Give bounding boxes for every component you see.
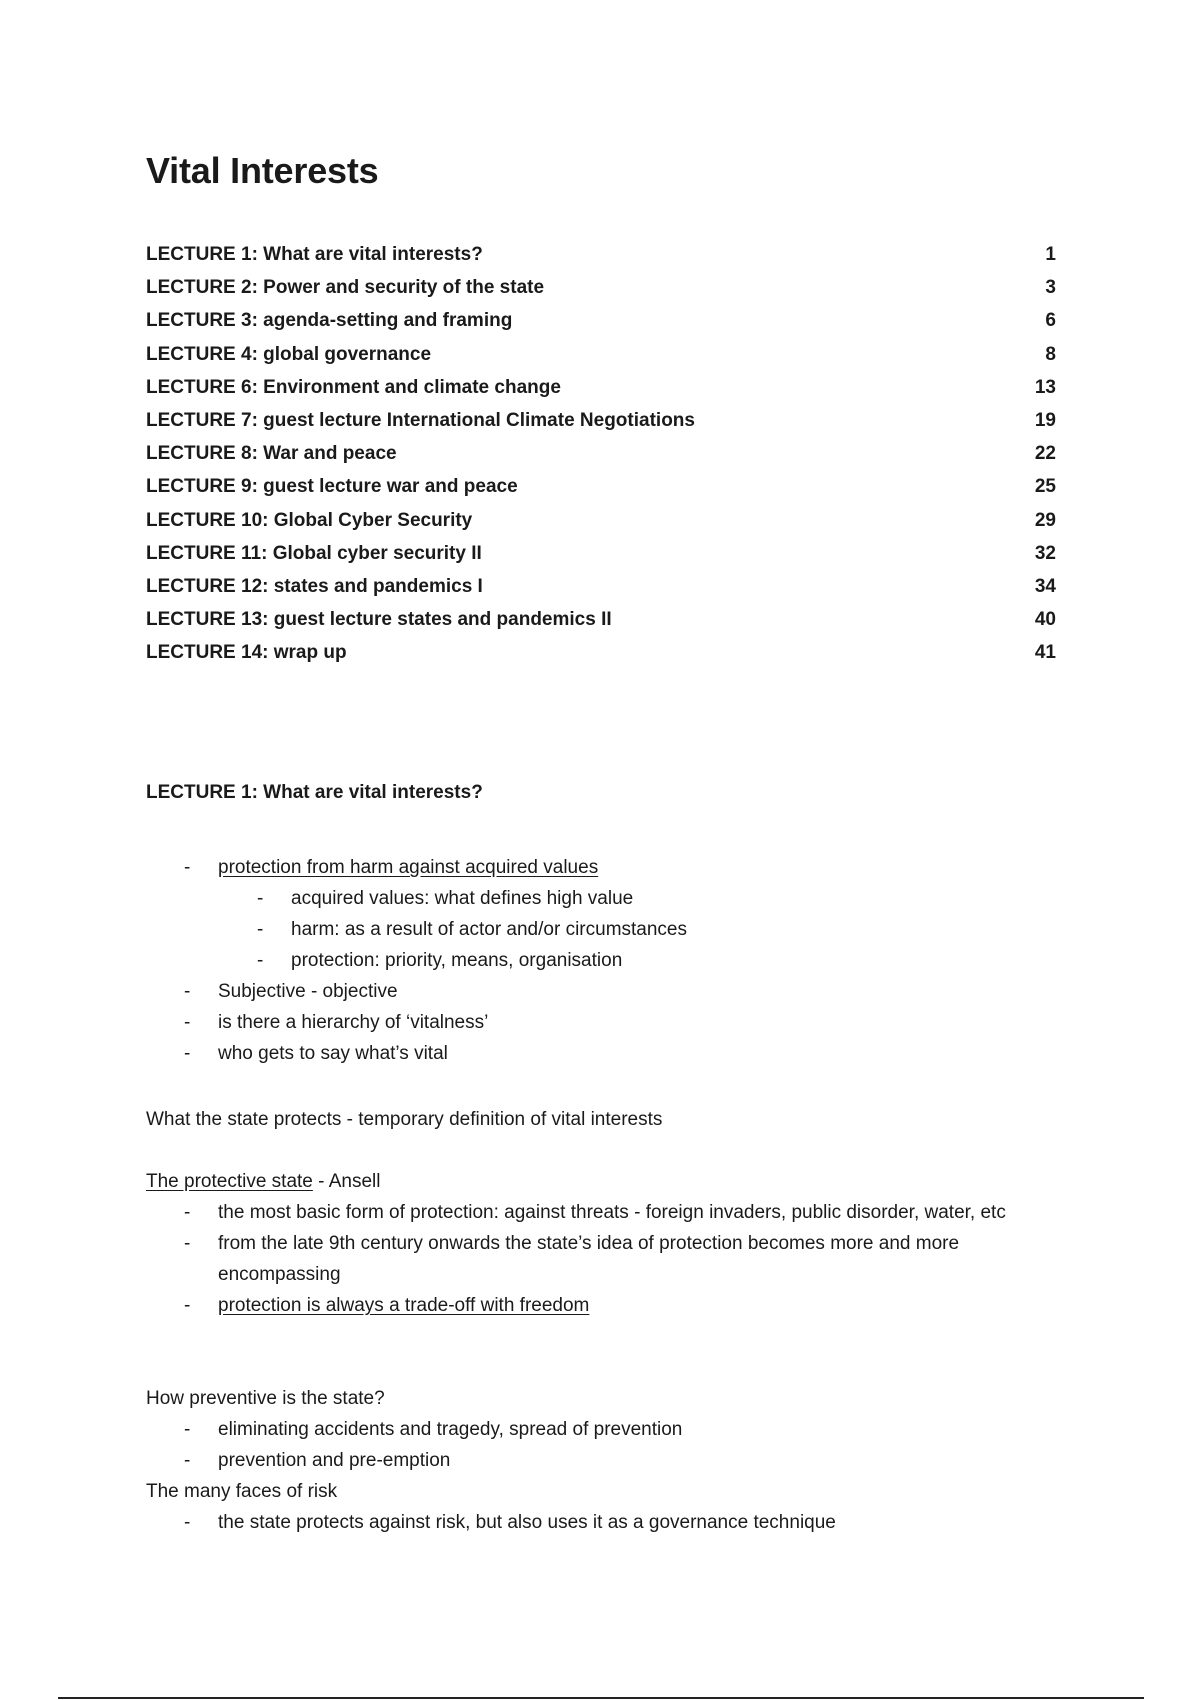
toc-entry[interactable] <box>146 609 1056 642</box>
bullet-dash: - <box>257 888 264 909</box>
list-item-text: is there a hierarchy of ‘vitalness’ <box>218 1012 489 1033</box>
protective-state-heading <box>146 1166 1066 1197</box>
toc-entry-label: LECTURE 4: global governance <box>146 343 432 365</box>
bullet-dash: - <box>184 857 191 878</box>
toc-entry-label: LECTURE 13: guest lecture states and pandemics II <box>146 609 612 631</box>
toc-page-number: 40 <box>1034 609 1056 631</box>
table-of-contents <box>146 244 1056 675</box>
vital-interests-list <box>146 852 1066 1069</box>
section-heading: LECTURE 1: What are vital interests? <box>146 782 483 803</box>
bullet-dash: - <box>184 1512 191 1533</box>
toc-page-number: 29 <box>1034 509 1056 531</box>
list-item-text: from the late 9th century onwards the state’s idea of protection becomes more and more encompassing <box>218 1233 960 1285</box>
sub-list-item <box>146 914 1066 945</box>
toc-entry[interactable] <box>146 543 1056 576</box>
document-title: Vital Interests <box>146 150 379 191</box>
toc-entry-label: LECTURE 1: What are vital interests? <box>146 244 483 265</box>
toc-entry-label: LECTURE 14: wrap up <box>146 642 347 664</box>
bullet-dash: - <box>257 919 264 940</box>
toc-entry[interactable] <box>146 277 1056 310</box>
list-item-text: protection is always a trade-off with freedom <box>218 1295 590 1316</box>
toc-entry[interactable] <box>146 377 1056 410</box>
toc-entry[interactable] <box>146 244 1056 277</box>
bullet-dash: - <box>184 981 191 1002</box>
risk-heading: The many faces of risk <box>146 1481 338 1502</box>
protective-state-title: The protective state <box>146 1171 313 1192</box>
preventive-heading: How preventive is the state? <box>146 1388 385 1409</box>
list-item-text: who gets to say what’s vital <box>218 1043 448 1064</box>
toc-entry-label: LECTURE 7: guest lecture International Climate Negotiations <box>146 409 695 431</box>
list-item-text: Subjective - objective <box>218 981 398 1002</box>
toc-entry-label: LECTURE 8: War and peace <box>146 443 397 465</box>
list-item <box>146 1290 1066 1321</box>
list-item-text: eliminating accidents and tragedy, spread of prevention <box>218 1419 683 1440</box>
toc-entry-label: LECTURE 11: Global cyber security II <box>146 542 482 564</box>
toc-page-number: 1 <box>1045 244 1056 265</box>
toc-page-number: 25 <box>1034 476 1056 498</box>
list-item <box>146 976 1066 1007</box>
list-item <box>146 1445 1066 1476</box>
sub-list-item <box>146 883 1066 914</box>
toc-page-number: 8 <box>1045 343 1056 365</box>
bullet-dash: - <box>184 1419 191 1440</box>
list-item <box>146 852 1066 883</box>
toc-entry[interactable] <box>146 443 1056 476</box>
toc-entry-label: LECTURE 2: Power and security of the state <box>146 277 545 299</box>
temporary-definition: What the state protects - temporary definition of vital interests <box>146 1109 663 1130</box>
bullet-dash: - <box>184 1295 191 1316</box>
list-item-text: the state protects against risk, but also uses it as a governance technique <box>218 1512 836 1533</box>
bullet-dash: - <box>184 1450 191 1471</box>
toc-page-number: 19 <box>1034 409 1056 431</box>
page-bottom-rule <box>58 1697 1144 1699</box>
preventive-state-section <box>146 1383 1066 1538</box>
toc-entry[interactable] <box>146 410 1056 443</box>
list-item <box>146 1414 1066 1445</box>
bullet-dash: - <box>184 1012 191 1033</box>
toc-page-number: 13 <box>1034 376 1056 398</box>
toc-page-number: 34 <box>1034 575 1056 597</box>
bullet-dash: - <box>184 1202 191 1223</box>
toc-entry[interactable] <box>146 310 1056 343</box>
toc-entry-label: LECTURE 9: guest lecture war and peace <box>146 476 518 498</box>
list-item-text: harm: as a result of actor and/or circumstances <box>291 919 687 940</box>
list-item <box>146 1038 1066 1069</box>
toc-page-number: 41 <box>1034 642 1056 664</box>
toc-entry-label: LECTURE 6: Environment and climate change <box>146 376 561 398</box>
bullet-dash: - <box>257 950 264 971</box>
toc-entry[interactable] <box>146 344 1056 377</box>
toc-entry[interactable] <box>146 476 1056 509</box>
toc-entry-label: LECTURE 3: agenda-setting and framing <box>146 310 513 332</box>
toc-entry[interactable] <box>146 576 1056 609</box>
list-item-text: protection from harm against acquired values <box>218 857 599 878</box>
bullet-dash: - <box>184 1043 191 1064</box>
toc-page-number: 32 <box>1034 542 1056 564</box>
toc-page-number: 22 <box>1034 443 1056 465</box>
list-item <box>146 1197 1066 1228</box>
list-item-text: acquired values: what defines high value <box>291 888 634 909</box>
toc-entry-label: LECTURE 12: states and pandemics I <box>146 575 483 597</box>
toc-entry[interactable] <box>146 642 1056 675</box>
sub-list-item <box>146 945 1066 976</box>
toc-page-number: 6 <box>1045 310 1056 332</box>
toc-page-number: 3 <box>1045 277 1056 299</box>
list-item <box>146 1007 1066 1038</box>
list-item <box>146 1228 1066 1290</box>
list-item-text: protection: priority, means, organisation <box>291 950 623 971</box>
toc-entry[interactable] <box>146 510 1056 543</box>
protective-state-section <box>146 1166 1066 1321</box>
list-item-text: the most basic form of protection: against threats - foreign invaders, public disorder, water, etc <box>218 1202 1006 1223</box>
bullet-dash: - <box>184 1233 191 1254</box>
protective-state-author: - Ansell <box>312 1171 381 1192</box>
list-item <box>146 1507 1066 1538</box>
toc-entry-label: LECTURE 10: Global Cyber Security <box>146 509 473 531</box>
list-item-text: prevention and pre-emption <box>218 1450 451 1471</box>
